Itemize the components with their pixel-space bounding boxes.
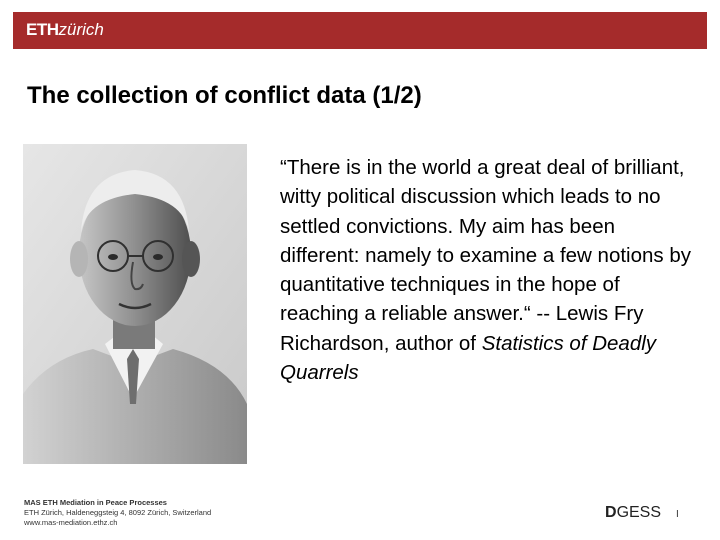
header-bar bbox=[13, 12, 707, 49]
footer-org: MAS ETH Mediation in Peace Processes bbox=[24, 498, 167, 507]
book-title: Statistics of Deadly Quarrels bbox=[280, 331, 657, 385]
dgess-d: D bbox=[605, 504, 617, 521]
page-marker: I bbox=[676, 509, 679, 520]
quote-text bbox=[280, 153, 695, 387]
footer-web[interactable]: www.mas-mediation.ethz.ch bbox=[24, 518, 118, 527]
portrait-illustration bbox=[23, 144, 247, 464]
logo-zurich: zürich bbox=[58, 20, 104, 39]
logo-eth: ETH bbox=[26, 20, 59, 39]
footer-address: ETH Zürich, Haldeneggsteig 4, 8092 Zürich, Switzerland bbox=[24, 508, 212, 517]
portrait-photo-icon bbox=[23, 144, 247, 464]
slide-title: The collection of conflict data (1/2) bbox=[27, 82, 422, 109]
eth-zurich-logo[interactable] bbox=[26, 20, 104, 40]
dgess-gess: GESS bbox=[616, 504, 662, 521]
dgess-logo bbox=[605, 503, 661, 523]
quote-body: “There is in the world a great deal of brilliant, witty political discussion which leads to no settled convictions. My aim has been different: namely to examine a few notions by quantitative techniques in the hope of reaching a reliable answer.“ -- Lewis Fry Richardson, author of bbox=[280, 156, 691, 355]
footer-info bbox=[24, 498, 211, 528]
